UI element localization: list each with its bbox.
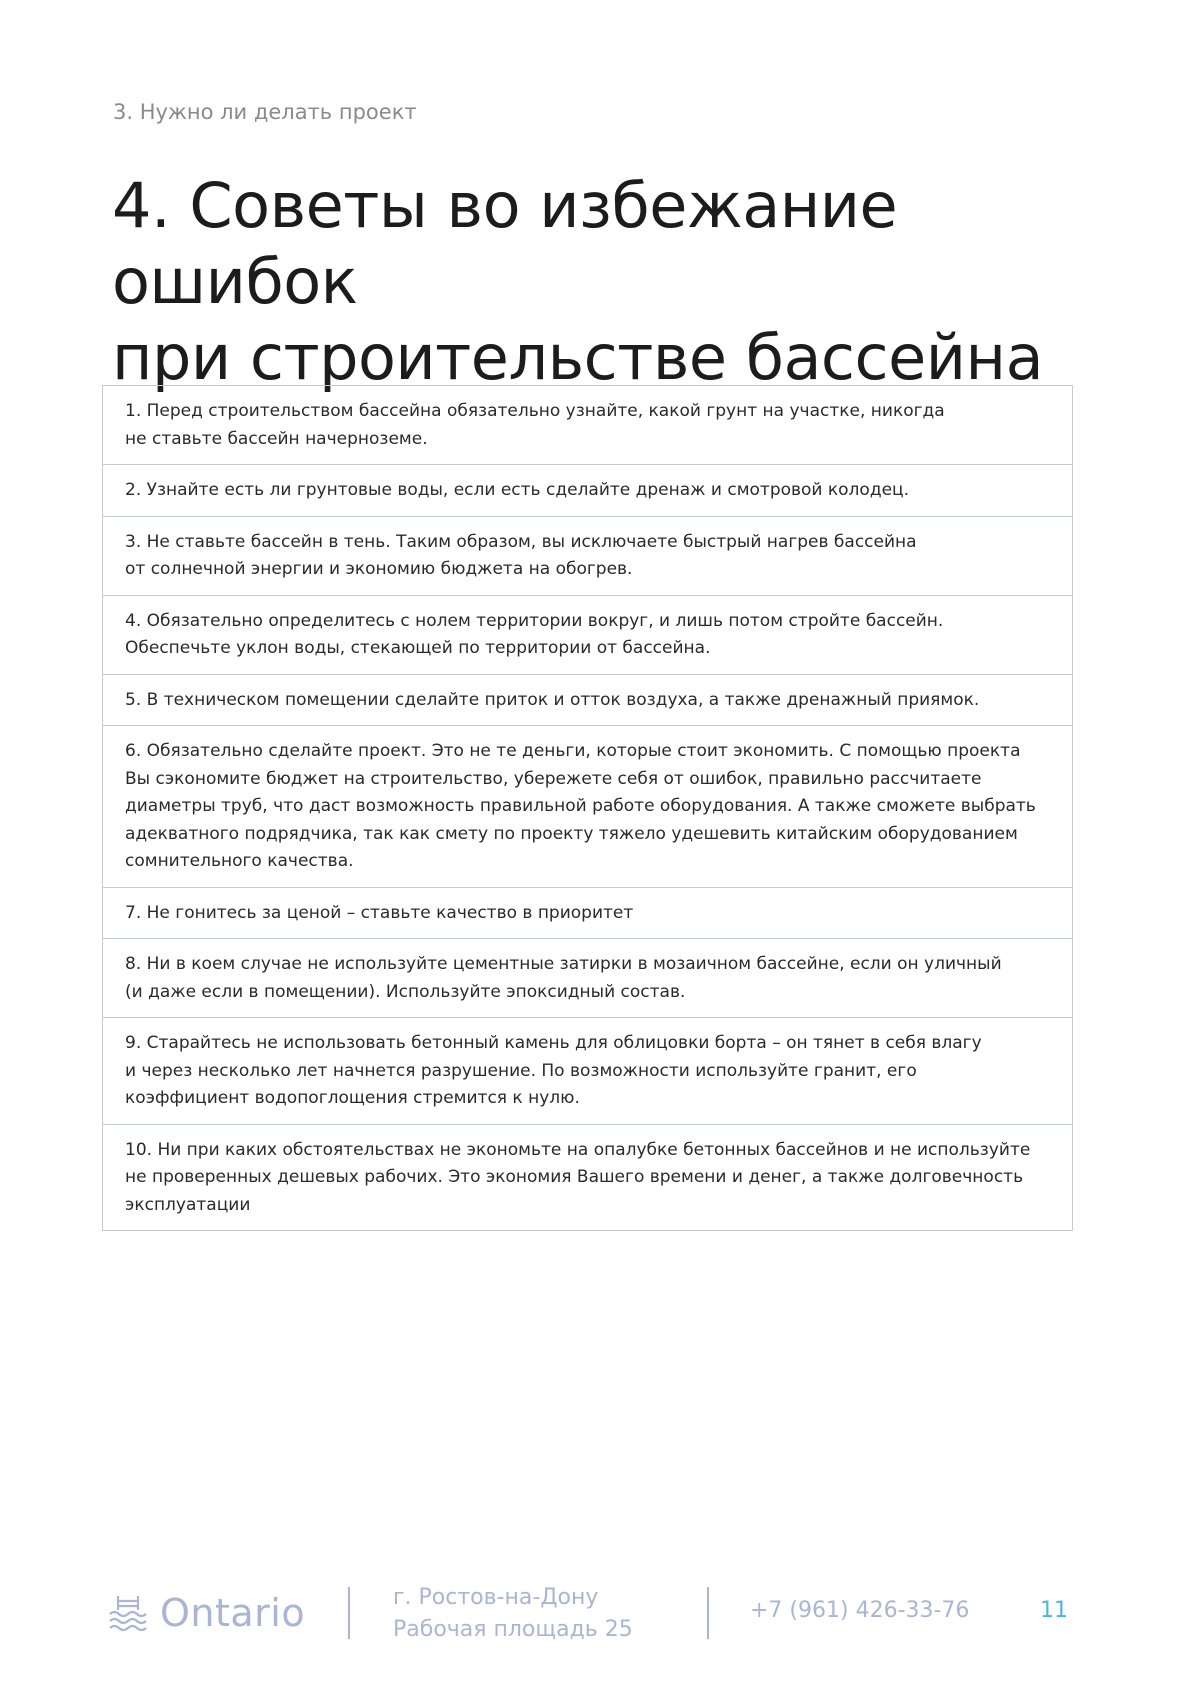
tip-row-3: 3. Не ставьте бассейн в тень. Таким образом, вы исключаете быстрый нагрев бассейна от солнечной энергии и экономию бюджета на обогрев. [103,517,1072,596]
tip-row-4: 4. Обязательно определитесь с нолем территории вокруг, и лишь потом стройте бассейн. Обеспечьте уклон воды, стекающей по территории от бассейна. [103,596,1072,675]
address-city: г. Ростов-на-Дону [393,1585,599,1610]
page-footer [108,1585,1078,1645]
tip-row-5: 5. В техническом помещении сделайте приток и отток воздуха, а также дренажный приямок. [103,675,1072,727]
brand-logo [108,1591,305,1635]
tip-row-2: 2. Узнайте есть ли грунтовые воды, если есть сделайте дренаж и смотровой колодец. [103,465,1072,517]
address [393,1582,633,1646]
footer-divider [348,1587,350,1639]
tip-row-7: 7. Не гонитесь за ценой – ставьте качество в приоритет [103,888,1072,940]
brand-name: Ontario [160,1591,306,1635]
tips-table [102,385,1073,1231]
footer-divider [707,1587,709,1639]
previous-section-label: 3. Нужно ли делать проект [113,100,417,124]
tip-row-1: 1. Перед строительством бассейна обязательно узнайте, какой грунт на участке, никогда не ставьте бассейн начерноземе. [103,386,1072,465]
tip-row-9: 9. Старайтесь не использовать бетонный камень для облицовки борта – он тянет в себя влагу и через несколько лет начнется разрушение. По возможности используйте гранит, его коэффициент водопоглощения стремится к нулю. [103,1018,1072,1125]
page-title: 4. Советы во избежание ошибок при строительстве бассейна [112,169,1044,394]
tip-row-6: 6. Обязательно сделайте проект. Это не те деньги, которые стоит экономить. С помощью проекта Вы сэкономите бюджет на строительство, убережете себя от ошибок, правильно рассчитаете диаметры труб, что даст возможность правильной работе оборудования. А также сможете выбрать адекватного подрядчика, так как смету по проекту тяжело удешевить китайским оборудованием сомнительного качества. [103,726,1072,888]
tip-row-8: 8. Ни в коем случае не используйте цементные затирки в мозаичном бассейне, если он уличный (и даже если в помещении). Используйте эпоксидный состав. [103,939,1072,1018]
page-number: 11 [1040,1598,1068,1623]
address-street: Рабочая площадь 25 [393,1617,633,1642]
tip-row-10: 10. Ни при каких обстоятельствах не экономьте на опалубке бетонных бассейнов и не используйте не проверенных дешевых рабочих. Это экономия Вашего времени и денег, а также долговечность эксплуатации [125,1139,1031,1215]
waves-logo-icon [108,1593,148,1633]
phone-number[interactable]: +7 (961) 426-33-76 [750,1598,970,1623]
